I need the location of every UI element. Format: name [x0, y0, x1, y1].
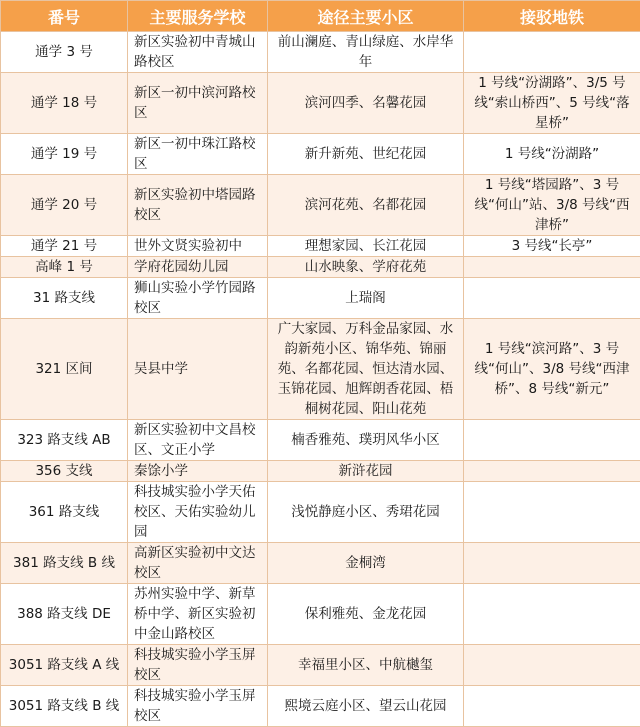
metro-cell — [464, 278, 640, 319]
metro-cell — [464, 645, 640, 686]
table-row — [1, 278, 640, 319]
school-cell: 高新区实验初中文达校区 — [128, 543, 268, 584]
metro-cell — [464, 257, 640, 278]
school-cell: 新区一初中滨河路校区 — [128, 73, 268, 134]
table-row — [1, 482, 640, 543]
metro-cell — [464, 32, 640, 73]
school-cell: 科技城实验小学玉屏校区 — [128, 645, 268, 686]
communities-cell: 前山澜庭、青山绿庭、水岸华年 — [268, 32, 464, 73]
school-cell: 新区一初中珠江路校区 — [128, 134, 268, 175]
table-row — [1, 134, 640, 175]
school-cell: 新区实验初中塔园路校区 — [128, 175, 268, 236]
route-cell: 323 路支线 AB — [1, 420, 128, 461]
metro-cell — [464, 686, 640, 727]
table-body — [1, 32, 640, 727]
table-row — [1, 257, 640, 278]
school-cell: 科技城实验小学天佑校区、天佑实验幼儿园 — [128, 482, 268, 543]
route-cell: 381 路支线 B 线 — [1, 543, 128, 584]
metro-cell — [464, 420, 640, 461]
metro-cell — [464, 543, 640, 584]
school-cell: 新区实验初中文昌校区、文正小学 — [128, 420, 268, 461]
route-cell: 3051 路支线 A 线 — [1, 645, 128, 686]
header-school: 主要服务学校 — [128, 1, 268, 32]
route-cell: 通学 20 号 — [1, 175, 128, 236]
school-cell: 苏州实验中学、新草桥中学、新区实验初中金山路校区 — [128, 584, 268, 645]
header-metro: 接驳地铁 — [464, 1, 640, 32]
header-communities: 途径主要小区 — [268, 1, 464, 32]
communities-cell: 保利雅苑、金龙花园 — [268, 584, 464, 645]
communities-cell: 上瑞阁 — [268, 278, 464, 319]
route-cell: 通学 19 号 — [1, 134, 128, 175]
table-row — [1, 461, 640, 482]
metro-cell: 1 号线“汾湖路” — [464, 134, 640, 175]
school-cell: 新区实验初中青城山路校区 — [128, 32, 268, 73]
communities-cell: 广大家园、万科金品家园、水韵新苑小区、锦华苑、锦丽苑、名都花园、恒达清水园、玉锦花园、旭辉朗香花园、梧桐树花园、阳山花苑 — [268, 319, 464, 420]
school-cell: 学府花园幼儿园 — [128, 257, 268, 278]
communities-cell: 滨河四季、名馨花园 — [268, 73, 464, 134]
table-row — [1, 175, 640, 236]
metro-cell: 1 号线“塔园路”、3 号线“何山”站、3/8 号线“西津桥” — [464, 175, 640, 236]
route-cell: 321 区间 — [1, 319, 128, 420]
communities-cell: 楠香雅苑、璞玥风华小区 — [268, 420, 464, 461]
table-header-row — [1, 1, 640, 32]
route-cell: 356 支线 — [1, 461, 128, 482]
communities-cell: 幸福里小区、中航樾玺 — [268, 645, 464, 686]
table-row — [1, 73, 640, 134]
school-cell: 世外文贤实验初中 — [128, 236, 268, 257]
metro-cell — [464, 482, 640, 543]
communities-cell: 新升新苑、世纪花园 — [268, 134, 464, 175]
route-cell: 3051 路支线 B 线 — [1, 686, 128, 727]
metro-cell: 1 号线“滨河路”、3 号线“何山”、3/8 号线“西津桥”、8 号线“新元” — [464, 319, 640, 420]
communities-cell: 新浒花园 — [268, 461, 464, 482]
route-cell: 通学 18 号 — [1, 73, 128, 134]
table-row — [1, 645, 640, 686]
table-row — [1, 319, 640, 420]
header-route: 番号 — [1, 1, 128, 32]
school-cell: 吴县中学 — [128, 319, 268, 420]
communities-cell: 浅悦静庭小区、秀珺花园 — [268, 482, 464, 543]
table-row — [1, 584, 640, 645]
communities-cell: 理想家园、长江花园 — [268, 236, 464, 257]
table-row — [1, 543, 640, 584]
school-cell: 狮山实验小学竹园路校区 — [128, 278, 268, 319]
route-cell: 通学 3 号 — [1, 32, 128, 73]
table-row — [1, 32, 640, 73]
route-cell: 388 路支线 DE — [1, 584, 128, 645]
metro-cell: 3 号线“长亭” — [464, 236, 640, 257]
communities-cell: 金桐湾 — [268, 543, 464, 584]
route-cell: 通学 21 号 — [1, 236, 128, 257]
communities-cell: 滨河花苑、名都花园 — [268, 175, 464, 236]
table-row — [1, 420, 640, 461]
metro-cell — [464, 584, 640, 645]
route-cell: 高峰 1 号 — [1, 257, 128, 278]
communities-cell: 山水映象、学府花苑 — [268, 257, 464, 278]
metro-cell — [464, 461, 640, 482]
route-cell: 361 路支线 — [1, 482, 128, 543]
school-cell: 科技城实验小学玉屏校区 — [128, 686, 268, 727]
communities-cell: 熙境云庭小区、望云山花园 — [268, 686, 464, 727]
table-row — [1, 236, 640, 257]
metro-cell: 1 号线“汾湖路”、3/5 号线“索山桥西”、5 号线“落星桥” — [464, 73, 640, 134]
table-row — [1, 686, 640, 727]
school-cell: 秦馀小学 — [128, 461, 268, 482]
route-cell: 31 路支线 — [1, 278, 128, 319]
